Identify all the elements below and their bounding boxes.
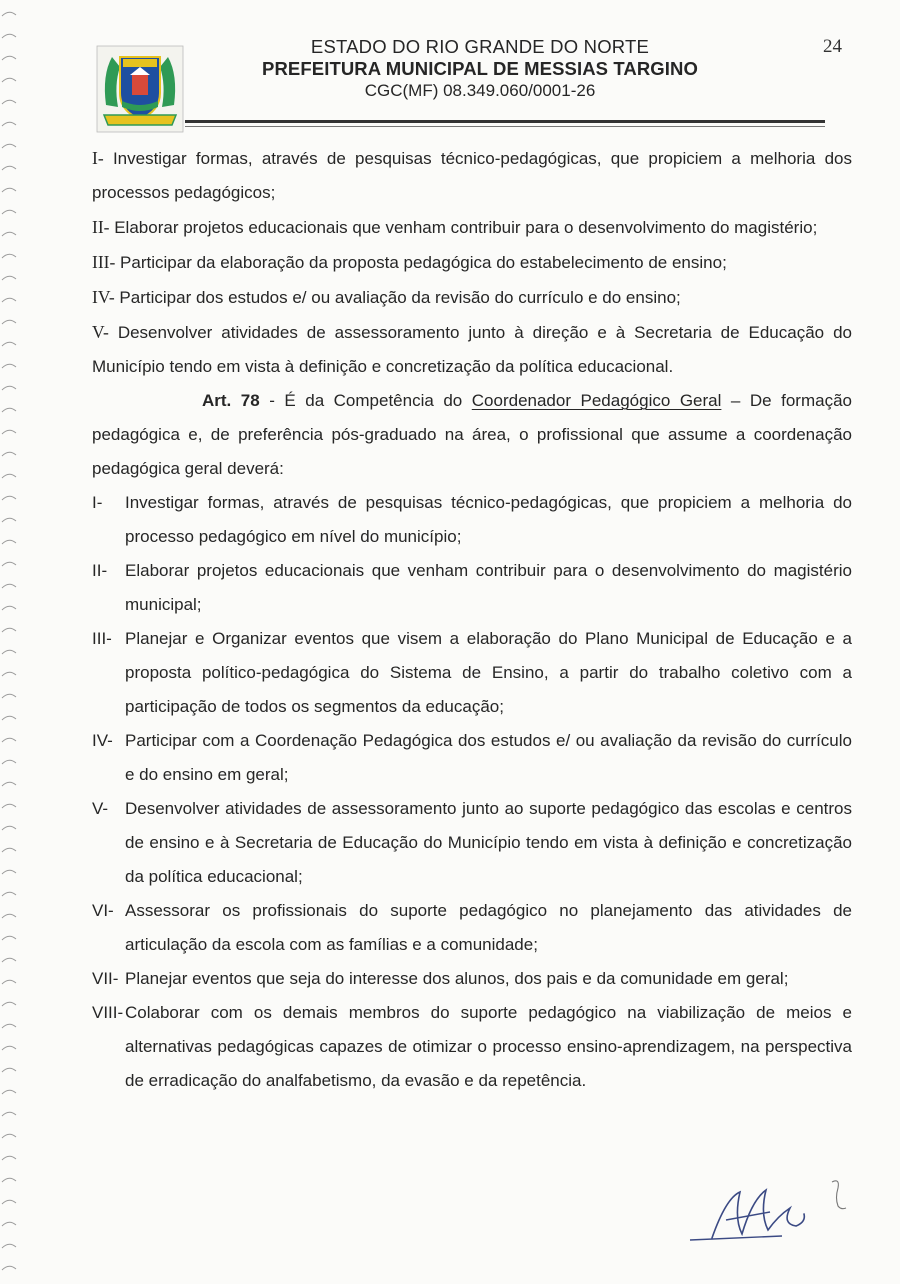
list-item-marker: VII- — [92, 969, 119, 988]
list-item-marker: VI- — [92, 901, 114, 920]
list-item-text: Participar com a Coordenação Pedagógica dos estudos e/ ou avaliação da revisão do currículo e do ensino em geral; — [125, 731, 852, 784]
intro-item-marker: II- — [92, 217, 110, 237]
list-item-text: Colaborar com os demais membros do suporte pedagógico na viabilização de meios e alternativas pedagógicas capazes de otimizar o processo ensino-aprendizagem, na perspectiva de erradicação do analfabetismo, da evasão e da repetência. — [125, 1003, 852, 1090]
list-item-marker: III- — [92, 629, 112, 648]
signature-icon — [682, 1178, 817, 1258]
intro-item-text: Participar da elaboração da proposta pedagógica do estabelecimento de ensino; — [120, 253, 727, 272]
document-body — [92, 141, 852, 1098]
article-role: Coordenador Pedagógico Geral — [471, 391, 722, 410]
intro-item — [92, 315, 852, 384]
article-78 — [92, 384, 852, 486]
intro-item-marker: III- — [92, 252, 116, 272]
intro-item-marker: I- — [92, 148, 104, 168]
list-item-text: Planejar e Organizar eventos que visem a elaboração do Plano Municipal de Educação e a proposta político-pedagógica do Sistema de Ensino, a partir do trabalho coletivo com a participação de todos os segmentos da educação; — [125, 629, 852, 716]
list-item — [92, 622, 852, 724]
initial-mark-icon — [826, 1174, 850, 1216]
intro-item-text: Elaborar projetos educacionais que venham contribuir para o desenvolvimento do magistério; — [114, 218, 818, 237]
list-item-text: Desenvolver atividades de assessoramento junto ao suporte pedagógico das escolas e centros de ensino e à Secretaria de Educação do Município tendo em vista à definição e concretização da política educacional; — [125, 799, 852, 886]
municipality-name: PREFEITURA MUNICIPAL DE MESSIAS TARGINO — [262, 58, 698, 79]
page-number: 24 — [823, 36, 842, 57]
list-item-text: Assessorar os profissionais do suporte pedagógico no planejamento das atividades de articulação da escola com as famílias e a comunidade; — [125, 901, 852, 954]
list-item-marker: VIII- — [92, 1003, 124, 1022]
list-item — [92, 554, 852, 622]
intro-item-marker: IV- — [92, 287, 115, 307]
list-item — [92, 724, 852, 792]
intro-item — [92, 210, 852, 245]
list-item — [92, 996, 852, 1098]
header-rule-thin — [185, 126, 825, 127]
intro-item-text: Participar dos estudos e/ ou avaliação da revisão do currículo e do ensino; — [119, 288, 681, 307]
letterhead-text — [210, 36, 750, 102]
list-item-marker: V- — [92, 799, 109, 818]
letterhead — [0, 0, 900, 140]
list-item-text: Elaborar projetos educacionais que venham contribuir para o desenvolvimento do magistério municipal; — [125, 561, 852, 614]
list-item — [92, 792, 852, 894]
list-item-marker: I- — [92, 493, 103, 512]
competence-list — [92, 486, 852, 1098]
article-label: Art. 78 — [202, 391, 260, 410]
article-rest: – De formação pedagógica e, de preferência pós-graduado na área, o profissional que assume a coordenação pedagógica geral deverá: — [92, 391, 852, 478]
intro-item-text: Investigar formas, através de pesquisas técnico-pedagógicas, que propiciem a melhoria dos processos pedagógicos; — [92, 149, 852, 202]
intro-item — [92, 141, 852, 210]
cgc-number: CGC(MF) 08.349.060/0001-26 — [364, 81, 596, 100]
binding-holes — [0, 0, 34, 1284]
list-item-marker: IV- — [92, 731, 113, 750]
list-item — [92, 894, 852, 962]
state-name: ESTADO DO RIO GRANDE DO NORTE — [310, 36, 650, 57]
intro-items — [92, 141, 852, 384]
list-item — [92, 962, 852, 996]
intro-item — [92, 245, 852, 280]
municipal-crest-icon — [96, 45, 184, 133]
list-item-text: Planejar eventos que seja do interesse dos alunos, dos pais e da comunidade em geral; — [125, 969, 789, 988]
list-item-marker: II- — [92, 561, 108, 580]
intro-item-marker: V- — [92, 322, 109, 342]
list-item — [92, 486, 852, 554]
binding-marks-icon — [0, 0, 34, 1284]
list-item-text: Investigar formas, através de pesquisas técnico-pedagógicas, que propiciem a melhoria do processo pedagógico em nível do município; — [125, 493, 852, 546]
intro-item — [92, 280, 852, 315]
intro-item-text: Desenvolver atividades de assessoramento junto à direção e à Secretaria de Educação do Município tendo em vista à definição e concretização da política educacional. — [92, 323, 852, 376]
article-lead: - É da Competência do — [259, 391, 472, 410]
header-rule-thick — [185, 120, 825, 123]
